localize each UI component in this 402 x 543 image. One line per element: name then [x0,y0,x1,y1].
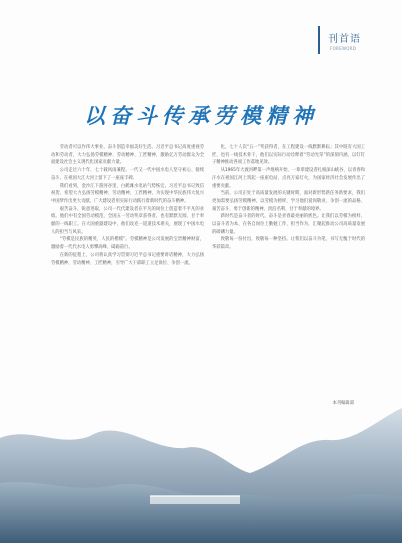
article-title: 以奋斗传承劳模精神 [84,103,318,128]
paragraph: 致敬每一份付出，致敬每一种坚持。让我们以奋斗为笔，书写无愧于时代的华彩篇章。 [212,237,365,251]
paragraph: “劳模是民族的精英、人民的楷模”。劳模精神是公司发展的宝贵精神财富，激励着一代代水电人勇攀高峰、砥砺前行。 [51,237,204,251]
column-badge [318,26,380,54]
paragraph: 当前，公司正处于高质量发展的关键时期，面对新形势新任务新要求，我们更加需要弘扬劳模精神，以劳模为榜样，学习他们爱岗敬业、争创一流的品格，艰苦奋斗、勇于创新的精神，淡泊名利、甘于奉献的境界。 [212,191,365,212]
paragraph: 从1965年大渡河畔第一声炮响开始，一辈辈建设者扎根深山峡谷，以青春和汗水在祖国江河上筑起一座座电站，点亮万家灯火，为国家经济社会发展作出了重要贡献。 [212,168,365,189]
mountain-dam-illustration [0,378,402,543]
paragraph: 新时代是奋斗者的时代，奋斗是青春最亮丽的底色。让我们以劳模为榜样，以奋斗者为本，在各自岗位上勤勉工作、担当作为，汇聚起推动公司高质量发展的磅礴力量。 [212,214,365,235]
right-column [212,144,365,252]
column-name-cn: 刊首语 [328,34,361,45]
paragraph: 在新的征程上，公司将认真学习贯彻习近平总书记重要讲话精神，大力弘扬劳模精神、劳动精神、工匠精神，引导广大干部职工立足岗位、争创一流。 [51,252,204,266]
paragraph: 劳动者可以作伟大事业，奋斗创造幸福美好生活。习近平总书记高度重视劳动和劳动者，大力弘扬劳模精神、劳动精神、工匠精神，激励亿万劳动群众为全面建设社会主义现代化国家贡献力量。 [51,145,204,166]
column-name-en: FOREWORD [330,46,357,51]
left-column [51,144,204,267]
paragraph: 化，七十人次“五一”奖获得者，在工程建设一线默默耕耘；其中既有大国工匠，也有一线技术骨干，他们以实际行动诠释着“劳动光荣”的深刻内涵，以钉钉子精神推动各项工作落地见效。 [212,145,365,166]
paragraph: 公司走过六十年，七十载风雨兼程。一代又一代中国水电人坚守初心、接续奋斗，在祖国大江大河上留下了一座座丰碑。 [51,168,204,181]
paragraph: 艰苦奋斗，锐意进取，公司一代代建设者在平凡的岗位上创造着不平凡的业绩。他们中有全国劳动模范、全国五一劳动奖章获得者，也有默默无闻、甘于奉献的一线职工。在大国重器建设中，他们攻克一道道技术难关，展现了中国水电人的担当与风采。 [51,206,204,235]
paragraph: 我们看到，金沙江下游河谷里，白鹤滩水电站气势恢宏。习近平总书记致信祝贺，希望大力弘扬劳模精神、劳动精神、工匠精神，为实现中华民族伟大复兴中国梦作出更大贡献。广大建设者用实际行动践行着新时代的奋斗精神。 [51,183,204,204]
signature: 本刊编辑部 [332,401,354,406]
